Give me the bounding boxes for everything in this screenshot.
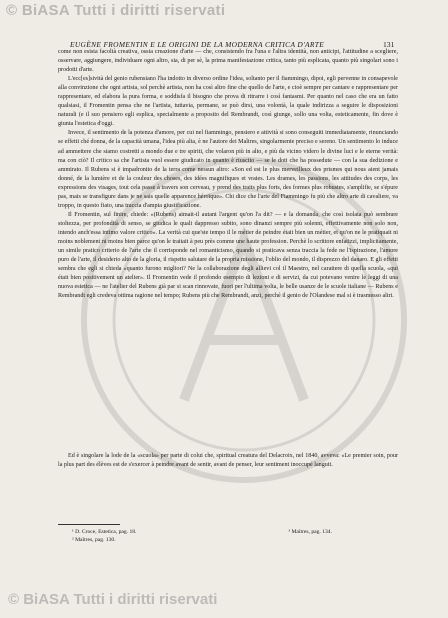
footnote-row	[72, 528, 332, 536]
footnote: ³ Maîtres, pag. 134.	[288, 529, 332, 535]
footnote: ² Maîtres, pag. 130.	[72, 537, 116, 543]
paragraph: L'ecc[es]sività del genio rubensiano l'ha indotto in diverso ordine l'idea, soltanto per il fiammingo, dipoi, egli pervenne in consapevole alla convinzione che ogni artista, sol perchè artista, non ha così altro fine che quello de l'arte, e cioè sempre per cantare e rappresentare per rappresentare, ed elabora la pura forma, e soddisfa il bisogno che prova di ritrarre i così fantasmi. Per quanto nel caso che era un fatto qualsiasi, il Fromentin pensa che ne l'artista, tuttavia, permane, se può dirsi, una volontà, la quale indirizza a seguire le disposizioni naturali (e il suo pensiero egli esplica, specialmente a proposito del Rembrandt, così giunge, sollo una volta, esteticamente, fin dove è giunta l'estetica d'oggi.	[58, 76, 398, 128]
main-text	[58, 48, 398, 450]
closing-text	[58, 452, 398, 508]
paragraph: Invece, il sentimento de la potenza d'amore, per cui nel fiammingo, pensiero e attività si sono conseguiti immediatamente, rinunciando se effetti ché donna, de la capacità umana, l'idea più alta, è ne l'autore dei Maîtres, singolarmente preciso e sereno. Un sentimento lo induce ad ammettere che siamo costretti a mondo due e tre spiriti, che volaron più in alto, e più da vicino videro le divine luci e le eterne verità: ma con ciò? Il critico sa che l'artista vuol essere giudicato in quanto è riuscito — se le doti che ha possedute — con la sua dedizione e ammirato. Il Rubens si è impadronito de la terra come nessun altro: «Son ed est le plus merveilleux des prismes qui nous aient jamais donné, de la lumière et de la couleur des choses, des idées magnifiques et vraies. Les drames, les passions, les attitudes des corps, les expressions des visages, tout cela passe à travers son cerveau, y prend des traits plus forts, des formes plus robustes, s'amplifie, se s'épure pas, mais se transfigure dans je ne sais quelle apparence héroïque». Chi dice che l'arte del Fiammingo fu più che altro arte di cavaliere, va troppo, in questo fiato, una traccia d'ampia giustificazione.	[58, 130, 398, 209]
footnote: ¹ D. Croce, Estetica, pag. 18.	[72, 529, 137, 535]
paragraph: Ed è singolare la lode de la «scuola» per parte di colui che, spiritual creatura del Delacroix, nel 1840, avveva: «Le premier soin, pour la plus part des élèves est de s'exercer à peindre avant de sentir, avant de penser, leur sentiment inoccupé languit.	[58, 453, 398, 469]
page-number: 131	[383, 40, 395, 49]
paragraph: come non esista facoltà creativa, ossia creazione d'arte — che, consistendo fra l'una e l'altra identità, non anticipi, l'attitudine a scegliere, osservare, aggiungere, individuare ogni altro, sia, di per sè, la prima manifestazione critica, tanto più esplicata, quanto più singolari sono i prodotti d'arte.	[58, 49, 398, 74]
watermark-bottom: © BiASA Tutti i diritti riservati	[8, 591, 218, 608]
watermark-top: © BiASA Tutti i diritti riservati	[6, 2, 226, 19]
footnote-rule	[58, 524, 120, 525]
running-title: EUGÈNE FROMENTIN E LE ORIGINI DE LA MODERNA CRITICA D'ARTE	[70, 40, 325, 49]
paragraph: Il Fromentin, sul finire, chiede: «(Rubens) aimait-il autant l'argent qu'on l'a dit? — e la domanda, che così isolata può sembrare stoltezza, per profondità di senso, se giudica le quali dappresso subito, sono dinanzi sempre più solenni, effettivamente non solo non, intendo anch'essa intimo valore critico». La verità cui que'ste tempo il le métier de peindre était bien un métier, et qu'on ne le pratiquait ni moins noblement ni moins bien parce qu'on le traitait à peu près comme une haute profession. Perchè lo scrittore enfatizzi, implicitamente, un simile pratico criterio de l'arte che il corrisponde nel romanticismo, quando si praticava senza traccia la fede ne l'ispirazione, l'amore puro de l'arte, il desiderio alto de la gloria, il rispetto salutare de la propria missione, l'oblio del mondo, il disprezzo del danaro. E gli effetti sembra che egli si chieda «quanto furono migliori? Ne la collaborazione degli allievi col il Maestro, nel carattere di quella scuola, «qui était bien positivement un atelier». Il Fromentin vede il profondo esempio di lezioni e di servizi, da cui potevano venire le leggi di una nuova estetica — ne l'atelier del Rubens già par si scan rinnovate, fuori per l'ultima volta, le belle usanze de le scuole italiane — Rubens e Rembrandt egli credeva ottima ragione nel tempo; Rubens più che Rembrandt, anzi, perchè il genio de l'Olandese mal si è trasmesso altri.	[58, 211, 398, 300]
footnotes	[72, 528, 402, 544]
footnote-row	[72, 536, 332, 544]
